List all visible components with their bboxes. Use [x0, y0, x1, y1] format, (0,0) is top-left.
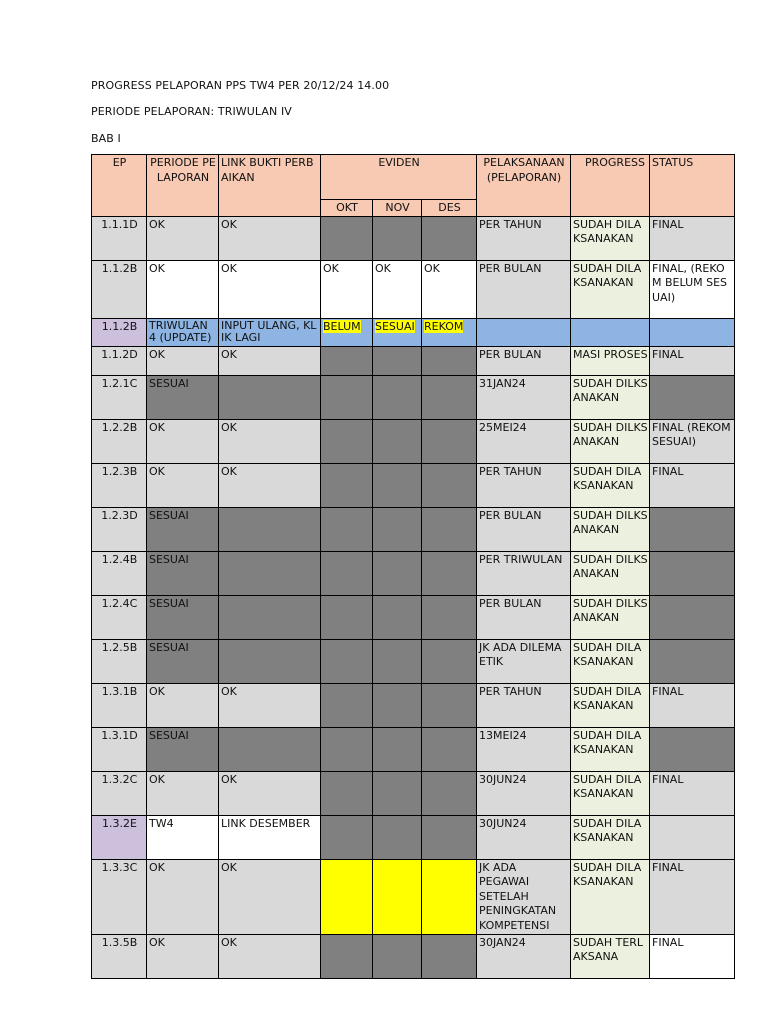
cell-okt: OK: [321, 260, 373, 318]
cell-status: [650, 727, 735, 771]
header-link: LINK BUKTI PERBAIKAN: [219, 155, 321, 217]
cell-periode: OK: [147, 771, 219, 815]
cell-link: [219, 727, 321, 771]
cell-periode: TRIWULAN 4 (UPDATE): [147, 318, 219, 346]
cell-link: OK: [219, 463, 321, 507]
cell-ep: 1.3.1D: [92, 727, 147, 771]
reporting-period: PERIODE PELAPORAN: TRIWULAN IV: [91, 105, 292, 118]
cell-status: FINAL: [650, 934, 735, 978]
cell-link: INPUT ULANG, KLIK LAGI: [219, 318, 321, 346]
cell-status: [650, 595, 735, 639]
cell-nov: [373, 346, 422, 375]
table-row: [92, 375, 735, 419]
cell-des: [422, 507, 477, 551]
table-row: [92, 216, 735, 260]
cell-des: [422, 934, 477, 978]
cell-pelaksanaan: PER TRIWULAN: [477, 551, 571, 595]
cell-link: [219, 595, 321, 639]
cell-des: [422, 683, 477, 727]
cell-ep: 1.2.4C: [92, 595, 147, 639]
cell-progress: [571, 318, 650, 346]
cell-okt: [321, 375, 373, 419]
cell-ep: 1.1.2B: [92, 260, 147, 318]
table-row: [92, 551, 735, 595]
cell-des: [422, 463, 477, 507]
cell-pelaksanaan: PER BULAN: [477, 346, 571, 375]
table-row: [92, 727, 735, 771]
table-row: [92, 595, 735, 639]
cell-nov: [373, 727, 422, 771]
cell-nov-text: SESUAI: [375, 319, 415, 333]
cell-nov: [373, 463, 422, 507]
cell-des: [422, 859, 477, 934]
cell-periode: OK: [147, 346, 219, 375]
cell-progress: SUDAH DILKSANAKAN: [571, 375, 650, 419]
cell-status: FINAL: [650, 771, 735, 815]
table-row: [92, 639, 735, 683]
cell-link: LINK DESEMBER: [219, 815, 321, 859]
cell-status: FINAL, (REKOM BELUM SESUAI): [650, 260, 735, 318]
header-ep: EP: [92, 155, 147, 217]
cell-periode: OK: [147, 463, 219, 507]
cell-status: [650, 318, 735, 346]
cell-link: [219, 375, 321, 419]
cell-okt: [321, 595, 373, 639]
cell-okt: [321, 727, 373, 771]
cell-nov: [373, 419, 422, 463]
cell-okt: [321, 463, 373, 507]
cell-link: OK: [219, 771, 321, 815]
cell-des: [422, 216, 477, 260]
cell-okt: [321, 419, 373, 463]
cell-okt: [321, 859, 373, 934]
cell-okt: [321, 683, 373, 727]
header-eviden: EVIDEN: [321, 155, 477, 200]
cell-progress: SUDAH DILKSANAKAN: [571, 595, 650, 639]
cell-link: [219, 639, 321, 683]
cell-ep: 1.3.2E: [92, 815, 147, 859]
cell-progress: SUDAH TERLAKSANA: [571, 934, 650, 978]
cell-des: OK: [422, 260, 477, 318]
cell-periode: OK: [147, 859, 219, 934]
cell-link: OK: [219, 346, 321, 375]
cell-periode: OK: [147, 216, 219, 260]
cell-pelaksanaan: 25MEI24: [477, 419, 571, 463]
header-des: DES: [422, 200, 477, 217]
cell-periode: SESUAI: [147, 551, 219, 595]
cell-pelaksanaan: 30JUN24: [477, 771, 571, 815]
cell-progress: SUDAH DILAKSANAKAN: [571, 859, 650, 934]
cell-progress: SUDAH DILAKSANAKAN: [571, 260, 650, 318]
cell-nov: [373, 771, 422, 815]
cell-periode: SESUAI: [147, 727, 219, 771]
chapter-label: BAB I: [91, 132, 121, 145]
cell-ep: 1.1.1D: [92, 216, 147, 260]
cell-link: OK: [219, 419, 321, 463]
cell-ep: 1.3.3C: [92, 859, 147, 934]
header-okt: OKT: [321, 200, 373, 217]
cell-pelaksanaan: PER TAHUN: [477, 463, 571, 507]
cell-link: OK: [219, 260, 321, 318]
cell-progress: MASI PROSES: [571, 346, 650, 375]
table-row: [92, 815, 735, 859]
table-row: [92, 318, 735, 346]
cell-link: [219, 551, 321, 595]
cell-pelaksanaan: PER BULAN: [477, 595, 571, 639]
cell-pelaksanaan: 31JAN24: [477, 375, 571, 419]
cell-periode: OK: [147, 934, 219, 978]
header-progress: PROGRESS: [571, 155, 650, 217]
table-row: [92, 260, 735, 318]
cell-pelaksanaan: JK ADA DILEMA ETIK: [477, 639, 571, 683]
cell-okt: [321, 815, 373, 859]
cell-ep: 1.1.2D: [92, 346, 147, 375]
cell-ep: 1.1.2B: [92, 318, 147, 346]
cell-status: [650, 551, 735, 595]
cell-ep: 1.2.3B: [92, 463, 147, 507]
cell-pelaksanaan: PER BULAN: [477, 260, 571, 318]
cell-periode: SESUAI: [147, 639, 219, 683]
cell-nov: [373, 318, 422, 346]
cell-okt: [321, 346, 373, 375]
cell-status: [650, 815, 735, 859]
cell-pelaksanaan: 30JAN24: [477, 934, 571, 978]
cell-periode: SESUAI: [147, 595, 219, 639]
cell-des: [422, 419, 477, 463]
cell-des: [422, 346, 477, 375]
header-row: [92, 155, 735, 200]
cell-link: OK: [219, 683, 321, 727]
cell-progress: SUDAH DILKSANAKAN: [571, 551, 650, 595]
table-row: [92, 507, 735, 551]
cell-okt: [321, 507, 373, 551]
cell-link: OK: [219, 934, 321, 978]
cell-pelaksanaan: 13MEI24: [477, 727, 571, 771]
cell-ep: 1.2.3D: [92, 507, 147, 551]
table-row: [92, 463, 735, 507]
cell-okt: [321, 318, 373, 346]
cell-nov: [373, 595, 422, 639]
cell-nov: [373, 815, 422, 859]
cell-pelaksanaan: JK ADA PEGAWAI SETELAH PENINGKATAN KOMPETENSI: [477, 859, 571, 934]
cell-progress: SUDAH DILKSANAKAN: [571, 419, 650, 463]
table-row: [92, 859, 735, 934]
report-title: PROGRESS PELAPORAN PPS TW4 PER 20/12/24 14.00: [91, 79, 390, 92]
cell-ep: 1.3.1B: [92, 683, 147, 727]
cell-periode: OK: [147, 419, 219, 463]
cell-des: [422, 639, 477, 683]
cell-periode: OK: [147, 683, 219, 727]
table-row: [92, 934, 735, 978]
cell-des: [422, 815, 477, 859]
cell-progress: SUDAH DILKSANAKAN: [571, 507, 650, 551]
cell-status: FINAL: [650, 346, 735, 375]
cell-progress: SUDAH DILAKSANAKAN: [571, 683, 650, 727]
cell-link: [219, 507, 321, 551]
cell-nov: [373, 934, 422, 978]
cell-okt: [321, 934, 373, 978]
cell-ep: 1.2.1C: [92, 375, 147, 419]
cell-okt: [321, 639, 373, 683]
cell-ep: 1.3.5B: [92, 934, 147, 978]
header-pelaksanaan: PELAKSANAAN (PELAPORAN): [477, 155, 571, 217]
header-status: STATUS: [650, 155, 735, 217]
cell-ep: 1.3.2C: [92, 771, 147, 815]
cell-progress: SUDAH DILAKSANAKAN: [571, 727, 650, 771]
cell-periode: SESUAI: [147, 507, 219, 551]
cell-nov: [373, 375, 422, 419]
cell-status: FINAL: [650, 859, 735, 934]
cell-nov: [373, 683, 422, 727]
cell-pelaksanaan: PER TAHUN: [477, 683, 571, 727]
cell-ep: 1.2.5B: [92, 639, 147, 683]
cell-periode: TW4: [147, 815, 219, 859]
cell-nov: OK: [373, 260, 422, 318]
cell-periode: SESUAI: [147, 375, 219, 419]
cell-status: [650, 639, 735, 683]
cell-status: FINAL (REKOM SESUAI): [650, 419, 735, 463]
cell-des: [422, 551, 477, 595]
cell-periode: OK: [147, 260, 219, 318]
cell-pelaksanaan: PER BULAN: [477, 507, 571, 551]
cell-ep: 1.2.2B: [92, 419, 147, 463]
table-row: [92, 683, 735, 727]
cell-des: [422, 595, 477, 639]
cell-progress: SUDAH DILAKSANAKAN: [571, 463, 650, 507]
table-row: [92, 771, 735, 815]
cell-nov: [373, 639, 422, 683]
header-nov: NOV: [373, 200, 422, 217]
header-periode: PERIODE PELAPORAN: [147, 155, 219, 217]
cell-status: FINAL: [650, 463, 735, 507]
cell-progress: SUDAH DILAKSANAKAN: [571, 216, 650, 260]
cell-progress: SUDAH DILAKSANAKAN: [571, 639, 650, 683]
cell-okt: [321, 551, 373, 595]
cell-pelaksanaan: [477, 318, 571, 346]
cell-status: FINAL: [650, 216, 735, 260]
cell-status: [650, 507, 735, 551]
cell-des: [422, 771, 477, 815]
cell-nov: [373, 507, 422, 551]
table-row: [92, 346, 735, 375]
table-row: [92, 419, 735, 463]
cell-ep: 1.2.4B: [92, 551, 147, 595]
progress-table: [91, 154, 735, 979]
cell-des-text: REKOM: [424, 319, 464, 333]
cell-nov: [373, 551, 422, 595]
cell-status: FINAL: [650, 683, 735, 727]
cell-link: OK: [219, 859, 321, 934]
cell-okt-text: BELUM: [323, 319, 361, 333]
cell-nov: [373, 859, 422, 934]
cell-des: [422, 318, 477, 346]
cell-link: OK: [219, 216, 321, 260]
cell-okt: [321, 771, 373, 815]
cell-pelaksanaan: PER TAHUN: [477, 216, 571, 260]
cell-pelaksanaan: 30JUN24: [477, 815, 571, 859]
cell-progress: SUDAH DILAKSANAKAN: [571, 815, 650, 859]
cell-nov: [373, 216, 422, 260]
cell-status: [650, 375, 735, 419]
cell-okt: [321, 216, 373, 260]
cell-des: [422, 375, 477, 419]
cell-progress: SUDAH DILAKSANAKAN: [571, 771, 650, 815]
cell-des: [422, 727, 477, 771]
